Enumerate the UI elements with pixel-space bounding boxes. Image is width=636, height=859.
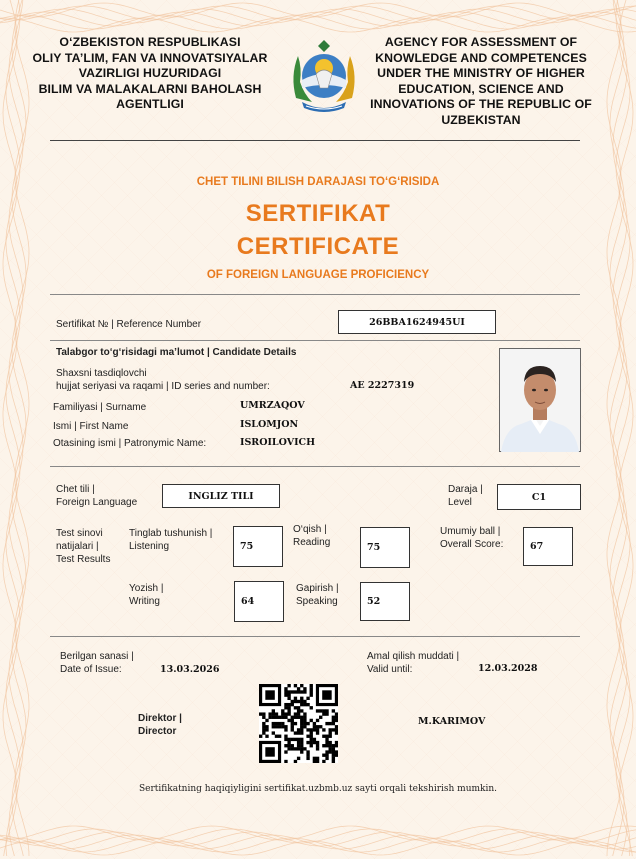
language-value: INGLIZ TILI <box>162 484 280 508</box>
valid-until-value: 12.03.2028 <box>478 663 538 674</box>
level-label-line: Level <box>448 497 472 508</box>
candidate-heading: Talabgor to‘g‘risidagi ma’lumot | Candidate Details <box>56 347 297 358</box>
language-label-line: Foreign Language <box>56 497 138 508</box>
issue-date-label <box>60 650 134 676</box>
speaking-score: 52 <box>360 582 410 621</box>
writing-label-line: Yozish | <box>129 583 164 594</box>
verification-note: Sertifikatning haqiqiyligini sertifikat.uzbmb.uz sayti orqali tekshirish mumkin. <box>138 784 498 794</box>
listening-label-line: Tinglab tushunish | <box>129 528 213 539</box>
uzbekistan-emblem-icon <box>288 38 360 116</box>
title-sub: OF FOREIGN LANGUAGE PROFICIENCY <box>206 269 430 281</box>
test-results-label-line: Test sinovi <box>56 528 103 539</box>
issue-date-value: 13.03.2026 <box>160 664 220 675</box>
qr-code-frame <box>259 684 338 763</box>
qr-code-icon <box>259 684 338 763</box>
reading-label <box>293 523 330 549</box>
header-left-line: OLIY TA’LIM, FAN VA INNOVATSIYALAR <box>32 50 268 65</box>
overall-score: 67 <box>523 527 573 566</box>
overall-label-line: Umumiy ball | <box>440 526 501 537</box>
level-value: C1 <box>497 484 581 510</box>
header-left-line: AGENTLIGI <box>116 97 184 111</box>
candidate-divider <box>50 466 580 467</box>
valid-until-label-line: Amal qilish muddati | <box>367 651 460 662</box>
id-label-line1: Shaxsni tasdiqlovchi <box>56 368 147 379</box>
title-main-en: CERTIFICATE <box>236 233 400 260</box>
reading-label-line: O‘qish | <box>293 524 327 535</box>
listening-label-line: Listening <box>129 541 170 552</box>
listening-score: 75 <box>233 526 283 567</box>
speaking-label <box>296 582 339 608</box>
level-label <box>448 483 483 509</box>
id-value: AE 2227319 <box>350 380 415 391</box>
writing-label <box>129 582 163 608</box>
title-divider <box>50 294 580 295</box>
language-label <box>56 483 137 509</box>
surname-label: Familiyasi | Surname <box>53 402 147 413</box>
director-label-line: Direktor | <box>138 713 182 724</box>
header-left-org <box>30 35 270 113</box>
header-right-line: INNOVATIONS OF THE REPUBLIC OF <box>370 97 592 111</box>
valid-until-label <box>367 650 459 676</box>
reference-divider <box>50 340 580 341</box>
first-name-label: Ismi | First Name <box>53 421 129 432</box>
test-results-label-line: natijalari | <box>56 541 99 552</box>
header-left-line: VAZIRLIGI HUZURIDAGI <box>78 66 222 80</box>
patronymic-value: ISROILOVICH <box>240 437 316 448</box>
first-name-value: ISLOMJON <box>240 419 299 430</box>
surname-value: UMRZAQOV <box>240 400 305 411</box>
test-results-label <box>56 527 110 566</box>
overall-label-line: Overall Score: <box>440 539 504 550</box>
title-main-uz: SERTIFIKAT <box>245 200 391 227</box>
reference-number: 26BBA1624945UI <box>338 310 496 334</box>
patronymic-label: Otasining ismi | Patronymic Name: <box>53 438 207 449</box>
level-label-line: Daraja | <box>448 484 483 495</box>
id-label-line2: hujjat seriyasi va raqami | ID series and number: <box>56 381 270 392</box>
test-results-label-line: Test Results <box>56 554 111 565</box>
issue-date-label-line: Date of Issue: <box>60 664 122 675</box>
header-right-org <box>365 35 597 128</box>
writing-label-line: Writing <box>129 596 160 607</box>
header-right-line: EDUCATION, SCIENCE AND <box>398 81 564 96</box>
reading-score: 75 <box>360 527 410 568</box>
listening-label <box>129 527 212 553</box>
language-label-line: Chet tili | <box>56 484 95 495</box>
speaking-label-line: Speaking <box>296 596 338 607</box>
header-right-line: AGENCY FOR ASSESSMENT OF <box>384 35 578 49</box>
header-divider <box>50 140 580 141</box>
writing-score: 64 <box>234 581 284 622</box>
valid-until-label-line: Valid until: <box>367 664 413 675</box>
header-left-line: BILIM VA MALAKALARNI BAHOLASH <box>38 81 262 96</box>
director-label <box>138 712 182 738</box>
speaking-label-line: Gapirish | <box>296 583 339 594</box>
overall-label <box>440 525 503 551</box>
reference-label: Sertifikat № | Reference Number <box>56 319 202 330</box>
header-right-line: KNOWLEDGE AND COMPETENCES <box>375 50 587 65</box>
reading-label-line: Reading <box>293 537 331 548</box>
title-pre: CHET TILINI BILISH DARAJASI TO‘G‘RISIDA <box>196 176 440 188</box>
header-right-line: UNDER THE MINISTRY OF HIGHER <box>377 66 585 80</box>
director-label-line: Director <box>138 726 177 737</box>
header-right-line: UZBEKISTAN <box>441 112 521 127</box>
candidate-photo-icon <box>499 348 581 452</box>
results-divider <box>50 636 580 637</box>
issue-date-label-line: Berilgan sanasi | <box>60 651 134 662</box>
director-name: M.KARIMOV <box>418 716 486 727</box>
header-left-line: O‘ZBEKISTON RESPUBLIKASI <box>59 35 241 49</box>
